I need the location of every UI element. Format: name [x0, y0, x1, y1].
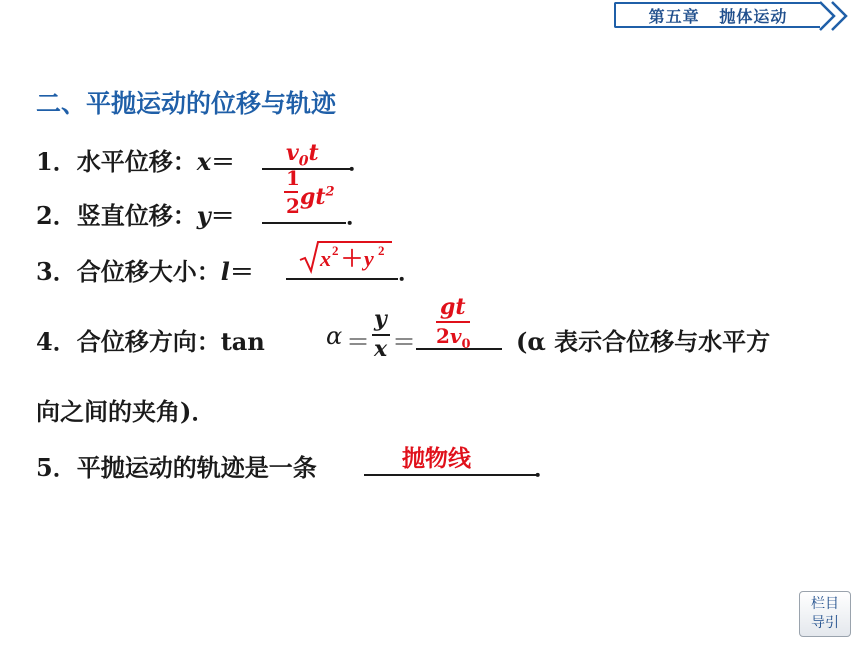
answer-v0t: $v_0t$ — [286, 140, 319, 170]
svg-text:2: 2 — [378, 243, 385, 258]
svg-text:＋: ＋ — [341, 246, 364, 271]
item-label: 3．合位移大小： — [36, 257, 221, 286]
frac-x: x — [374, 336, 388, 362]
chapter-tab — [614, 2, 820, 28]
item4-tail: (α 表示合位移与水平方 — [516, 327, 771, 356]
answer-parabola: 抛物线 — [402, 446, 471, 472]
item-vertical-displacement: 2．竖直位移：y＝ — [36, 201, 235, 230]
item-var: x — [196, 147, 212, 176]
answer-blank — [364, 474, 536, 476]
svg-text:2: 2 — [332, 243, 339, 258]
answer-frac-den: 2 — [286, 194, 300, 218]
item-var: l — [220, 257, 230, 286]
answer-sqrt — [298, 238, 394, 274]
item-horizontal-displacement: 1．水平位移：x＝ — [36, 147, 236, 176]
item-resultant-direction — [36, 322, 265, 357]
double-chevron-icon — [818, 0, 858, 32]
svg-text:y: y — [364, 246, 374, 271]
chapter-number: 第五章 — [648, 6, 700, 26]
item-label: 5．平抛运动的轨迹是一条 — [36, 453, 317, 482]
item-resultant-magnitude: 3．合位移大小：l＝ — [36, 257, 254, 286]
item-label: 1．水平位移： — [36, 147, 197, 176]
answer-2v0: $2v_0$ — [436, 324, 471, 352]
frac-y: y — [374, 306, 387, 332]
section-nav-button[interactable] — [799, 591, 851, 637]
nav-button-line2: 导引 — [811, 615, 839, 631]
item-var: y — [196, 201, 211, 230]
answer-gt2: $gt^2$ — [300, 184, 335, 210]
item-trajectory — [36, 448, 317, 483]
answer-frac-num: 1 — [286, 166, 300, 190]
nav-button-line1: 栏目 — [811, 596, 839, 612]
svg-text:x: x — [320, 246, 331, 271]
item-label: 2．竖直位移： — [36, 201, 197, 230]
chapter-title: 抛体运动 — [719, 6, 788, 26]
alpha-symbol: α — [326, 322, 343, 350]
answer-blank — [262, 222, 346, 224]
answer-blank — [286, 278, 398, 280]
section-heading: 二、平抛运动的位移与轨迹 — [36, 89, 337, 118]
answer-gt: gt — [440, 294, 466, 320]
item4-continuation: 向之间的夹角)． — [36, 397, 216, 426]
item-label: 4．合位移方向：tan — [36, 327, 265, 356]
